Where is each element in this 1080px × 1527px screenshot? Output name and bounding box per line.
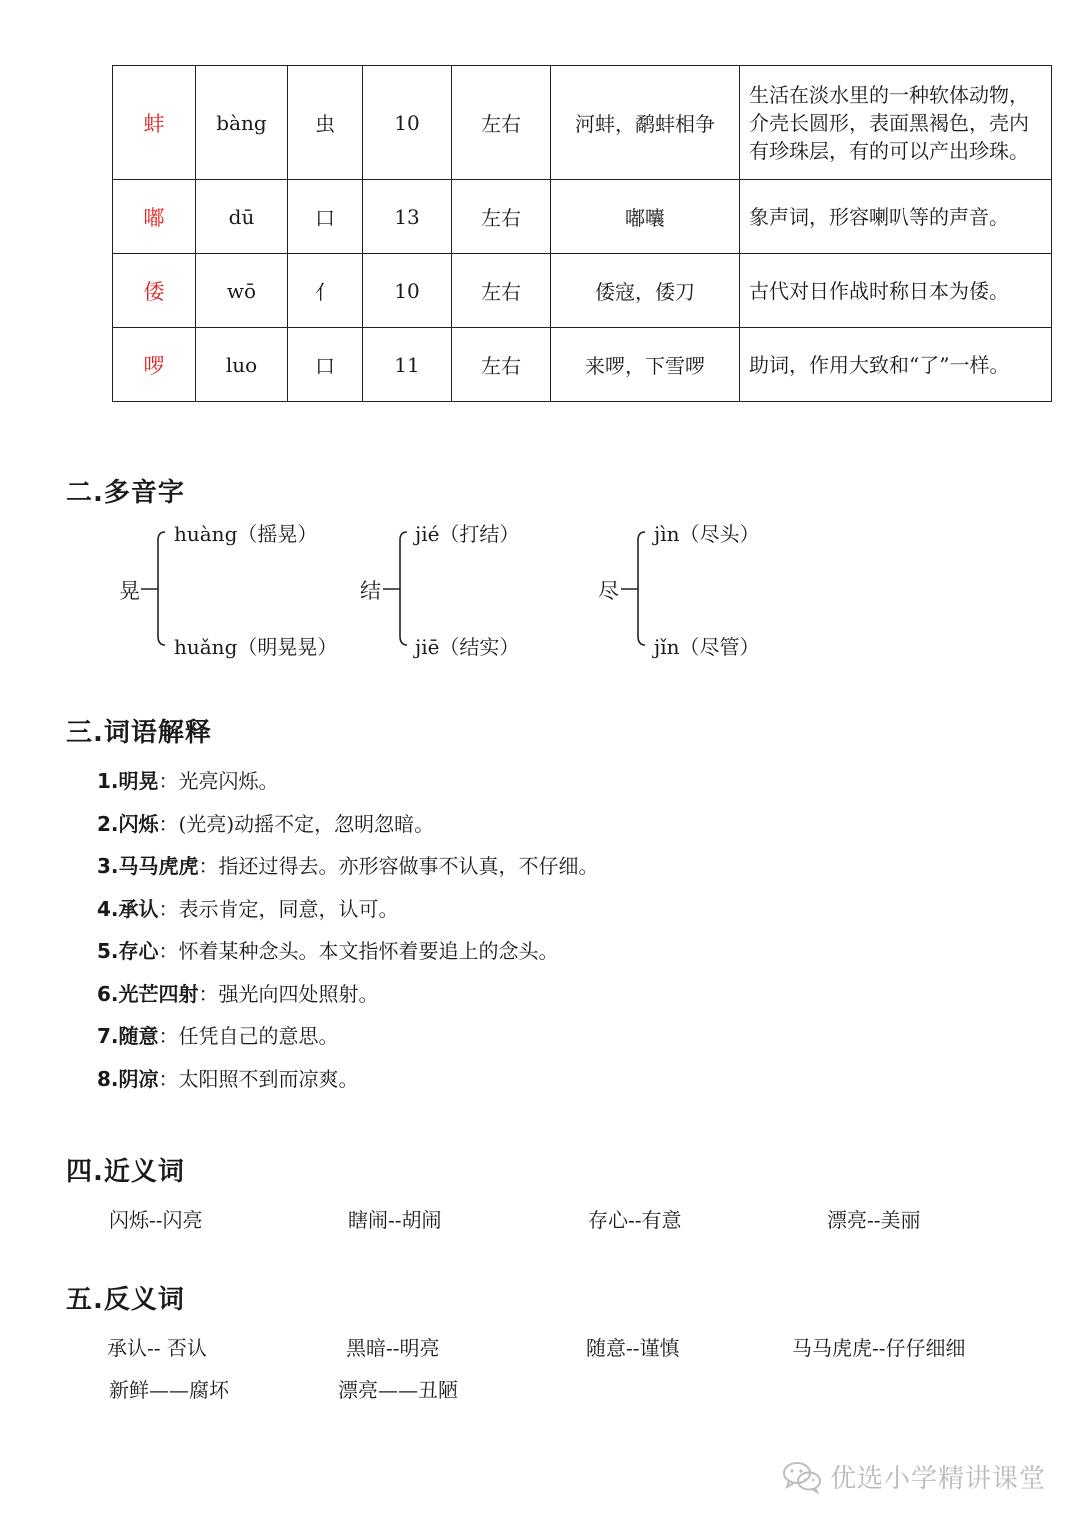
bracket-2 bbox=[383, 532, 407, 645]
strokes-cell: 10 bbox=[363, 66, 452, 180]
antonym-pair: 马马虎虎--仔仔细细 bbox=[792, 1336, 966, 1360]
structure-cell: 左右 bbox=[452, 180, 551, 254]
bracket-3 bbox=[621, 532, 645, 645]
polyphone-reading-bottom: jǐn（尽管） bbox=[654, 635, 760, 659]
list-item bbox=[97, 978, 379, 1007]
words-cell: 倭寇，倭刀 bbox=[551, 254, 740, 328]
synonym-pair: 瞎闹--胡闹 bbox=[348, 1208, 442, 1232]
char-cell: 倭 bbox=[113, 254, 196, 328]
pinyin-cell: wō bbox=[196, 254, 288, 328]
radical-cell: 亻 bbox=[288, 254, 363, 328]
strokes-cell: 13 bbox=[363, 180, 452, 254]
term: 4.承认 bbox=[97, 897, 159, 921]
structure-cell: 左右 bbox=[452, 66, 551, 180]
char-cell: 啰 bbox=[113, 328, 196, 402]
antonym-pair: 黑暗--明亮 bbox=[346, 1336, 440, 1360]
polyphone-reading-top: jìn（尽头） bbox=[654, 522, 760, 546]
words-cell: 河蚌，鹬蚌相争 bbox=[551, 66, 740, 180]
term: 6.光芒四射 bbox=[97, 982, 199, 1006]
polyphone-reading-bottom: jiē（结实） bbox=[415, 635, 520, 659]
pinyin-cell: dū bbox=[196, 180, 288, 254]
term: 7.随意 bbox=[97, 1024, 159, 1048]
antonym-pair: 漂亮——丑陋 bbox=[338, 1378, 458, 1402]
synonym-pair: 存心--有意 bbox=[588, 1208, 682, 1232]
definition: ：(光亮)动摇不定，忽明忽暗。 bbox=[158, 812, 435, 836]
meaning-cell: 古代对日作战时称日本为倭。 bbox=[740, 254, 1052, 328]
bracket-1 bbox=[141, 532, 165, 645]
watermark-text: 优选小学精讲课堂 bbox=[830, 1464, 1047, 1494]
char-cell: 蚌 bbox=[113, 66, 196, 180]
synonym-pair: 闪烁--闪亮 bbox=[109, 1208, 203, 1232]
structure-cell: 左右 bbox=[452, 254, 551, 328]
term: 1.明晃 bbox=[97, 769, 159, 793]
polyphone-char: 尽 bbox=[598, 579, 619, 603]
meaning-cell: 生活在淡水里的一种软体动物，介壳长圆形，表面黑褐色，壳内有珍珠层，有的可以产出珍珠。 bbox=[740, 66, 1052, 180]
radical-cell: 口 bbox=[288, 328, 363, 402]
term: 8.阴凉 bbox=[97, 1067, 159, 1091]
definition: ：表示肯定，同意，认可。 bbox=[158, 897, 399, 921]
section-title-synonyms: 四.近义词 bbox=[66, 1157, 185, 1187]
words-cell: 嘟囔 bbox=[551, 180, 740, 254]
list-item bbox=[97, 1063, 359, 1092]
term: 2.闪烁 bbox=[97, 812, 159, 836]
definition: ：光亮闪烁。 bbox=[158, 769, 279, 793]
definition: ：怀着某种念头。本文指怀着要追上的念头。 bbox=[158, 939, 559, 963]
definition: ：指还过得去。亦形容做事不认真，不仔细。 bbox=[198, 854, 599, 878]
pinyin-cell: luo bbox=[196, 328, 288, 402]
synonym-pair: 漂亮--美丽 bbox=[827, 1208, 921, 1232]
section-title-antonyms: 五.反义词 bbox=[66, 1285, 185, 1315]
list-item bbox=[97, 935, 559, 964]
term: 3.马马虎虎 bbox=[97, 854, 199, 878]
meaning-cell: 象声词，形容喇叭等的声音。 bbox=[740, 180, 1052, 254]
definition: ：强光向四处照射。 bbox=[198, 982, 379, 1006]
pinyin-cell: bàng bbox=[196, 66, 288, 180]
polyphone-reading-top: jié（打结） bbox=[415, 522, 520, 546]
polyphone-reading-top: huàng（摇晃） bbox=[174, 522, 318, 546]
section-title-polyphones: 二.多音字 bbox=[66, 478, 185, 508]
radical-cell: 口 bbox=[288, 180, 363, 254]
list-item bbox=[97, 1020, 339, 1049]
definition: ：任凭自己的意思。 bbox=[158, 1024, 339, 1048]
antonym-pair: 随意--谨慎 bbox=[586, 1336, 680, 1360]
antonym-pair: 承认-- 否认 bbox=[107, 1336, 207, 1360]
list-item bbox=[97, 808, 434, 837]
list-item bbox=[97, 765, 279, 794]
list-item bbox=[97, 850, 599, 879]
radical-cell: 虫 bbox=[288, 66, 363, 180]
polyphone-char: 晃 bbox=[119, 579, 140, 603]
watermark bbox=[782, 1458, 1046, 1495]
section-title-explanations: 三.词语解释 bbox=[66, 718, 212, 748]
meaning-cell: 助词，作用大致和“了”一样。 bbox=[740, 328, 1052, 402]
words-cell: 来啰，下雪啰 bbox=[551, 328, 740, 402]
list-item bbox=[97, 893, 399, 922]
antonym-pair: 新鲜——腐坏 bbox=[109, 1378, 229, 1402]
polyphone-char: 结 bbox=[360, 579, 381, 603]
polyphone-reading-bottom: huǎng（明晃晃） bbox=[174, 635, 338, 659]
structure-cell: 左右 bbox=[452, 328, 551, 402]
strokes-cell: 11 bbox=[363, 328, 452, 402]
char-cell: 嘟 bbox=[113, 180, 196, 254]
term: 5.存心 bbox=[97, 939, 159, 963]
strokes-cell: 10 bbox=[363, 254, 452, 328]
wechat-icon bbox=[782, 1460, 822, 1494]
definition: ：太阳照不到而凉爽。 bbox=[158, 1067, 359, 1091]
